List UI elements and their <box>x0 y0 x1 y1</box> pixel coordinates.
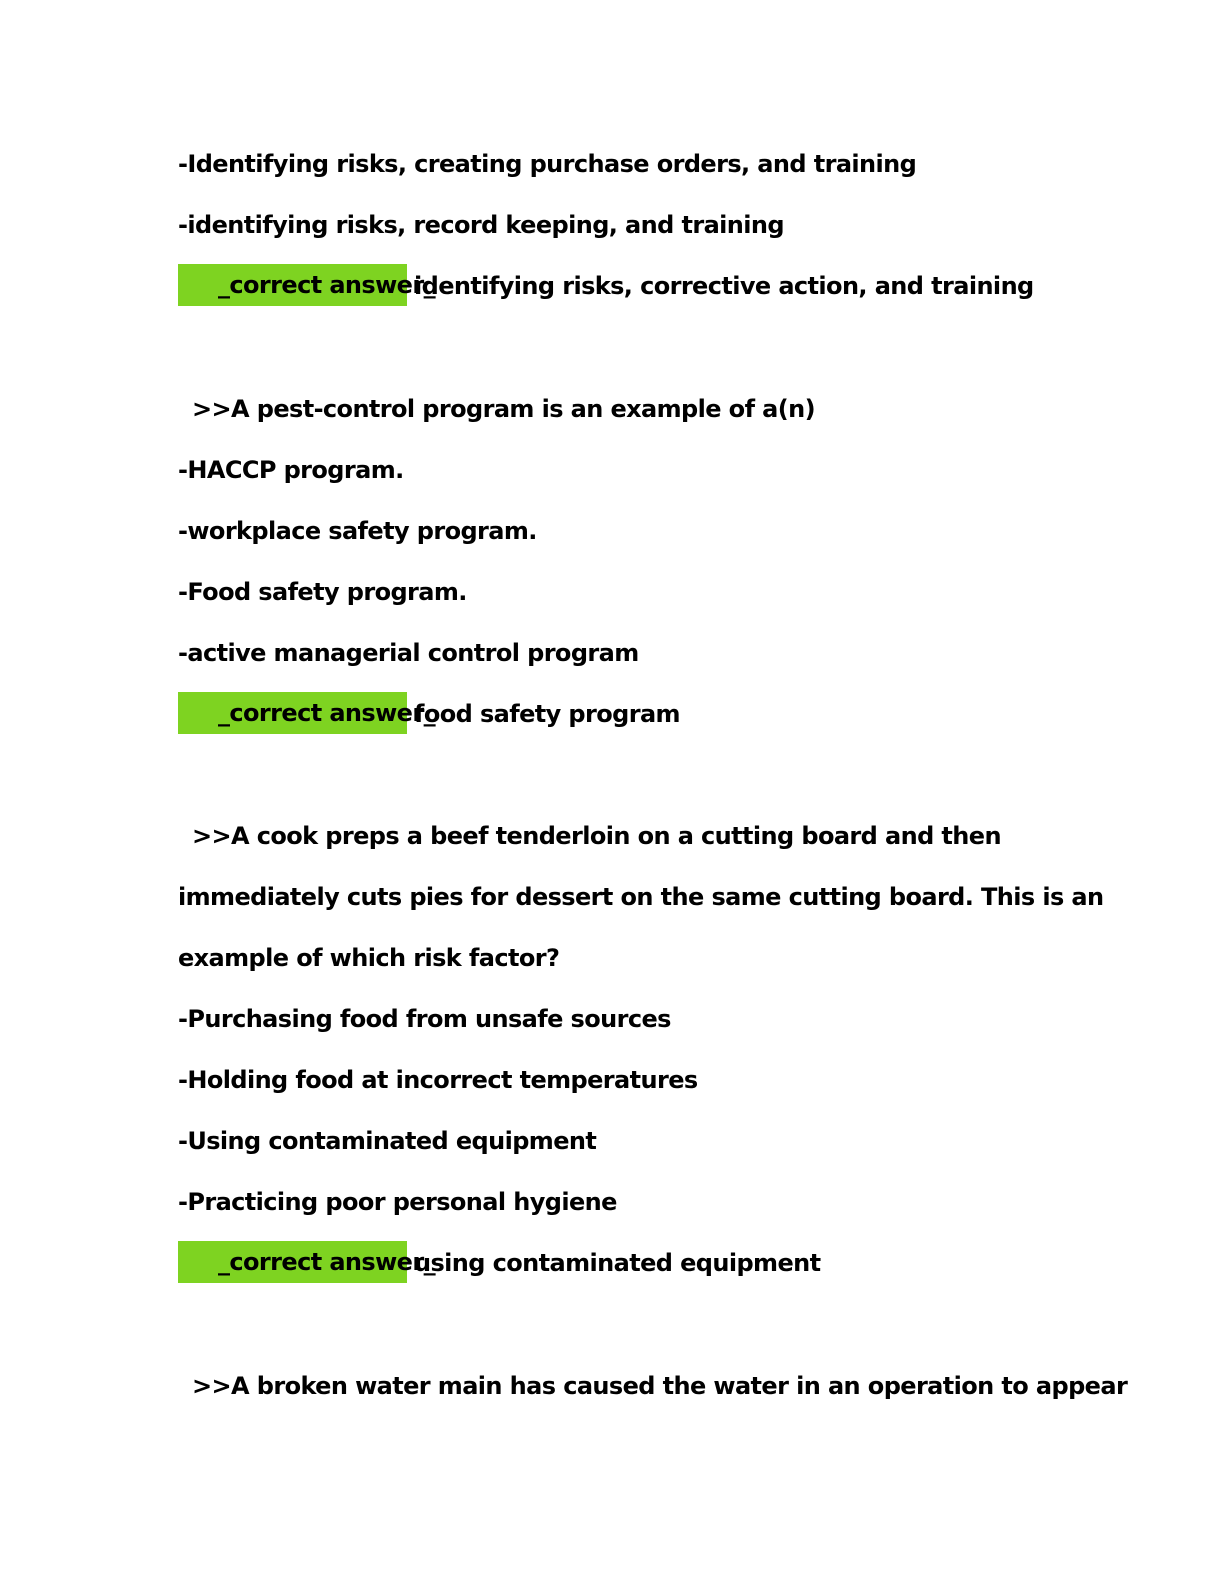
answer-line <box>178 1241 820 1285</box>
correct-answer-badge: _correct answer_ <box>178 264 407 306</box>
answer-line <box>178 692 680 736</box>
option-line: -Practicing poor personal hygiene <box>178 1188 617 1216</box>
answer-line <box>178 264 1034 308</box>
question-line: immediately cuts pies for dessert on the same cutting board. This is an <box>178 883 1104 911</box>
option-line: -active managerial control program <box>178 639 639 667</box>
question-text: >>A cook preps a beef tenderloin on a cutting board and then <box>192 822 1001 850</box>
answer-text: food safety program <box>414 700 680 728</box>
question-line: example of which risk factor? <box>178 944 560 972</box>
correct-answer-badge: _correct answer_ <box>178 1241 407 1283</box>
option-line: -Using contaminated equipment <box>178 1127 597 1155</box>
correct-answer-badge: _correct answer_ <box>178 692 407 734</box>
question-line <box>178 814 1001 858</box>
option-line: -Purchasing food from unsafe sources <box>178 1005 671 1033</box>
option-line: -Food safety program. <box>178 578 467 606</box>
option-line: -identifying risks, record keeping, and training <box>178 211 784 239</box>
question-text: >>A broken water main has caused the water in an operation to appear <box>192 1372 1128 1400</box>
answer-text: using contaminated equipment <box>414 1249 821 1277</box>
option-line: -HACCP program. <box>178 456 404 484</box>
answer-text: identifying risks, corrective action, and training <box>414 272 1034 300</box>
question-text: >>A pest-control program is an example of a(n) <box>192 395 815 423</box>
option-line: -Holding food at incorrect temperatures <box>178 1066 698 1094</box>
question-line <box>178 1364 1127 1408</box>
question-line <box>178 387 815 431</box>
option-line: -Identifying risks, creating purchase orders, and training <box>178 150 917 178</box>
option-line: -workplace safety program. <box>178 517 537 545</box>
